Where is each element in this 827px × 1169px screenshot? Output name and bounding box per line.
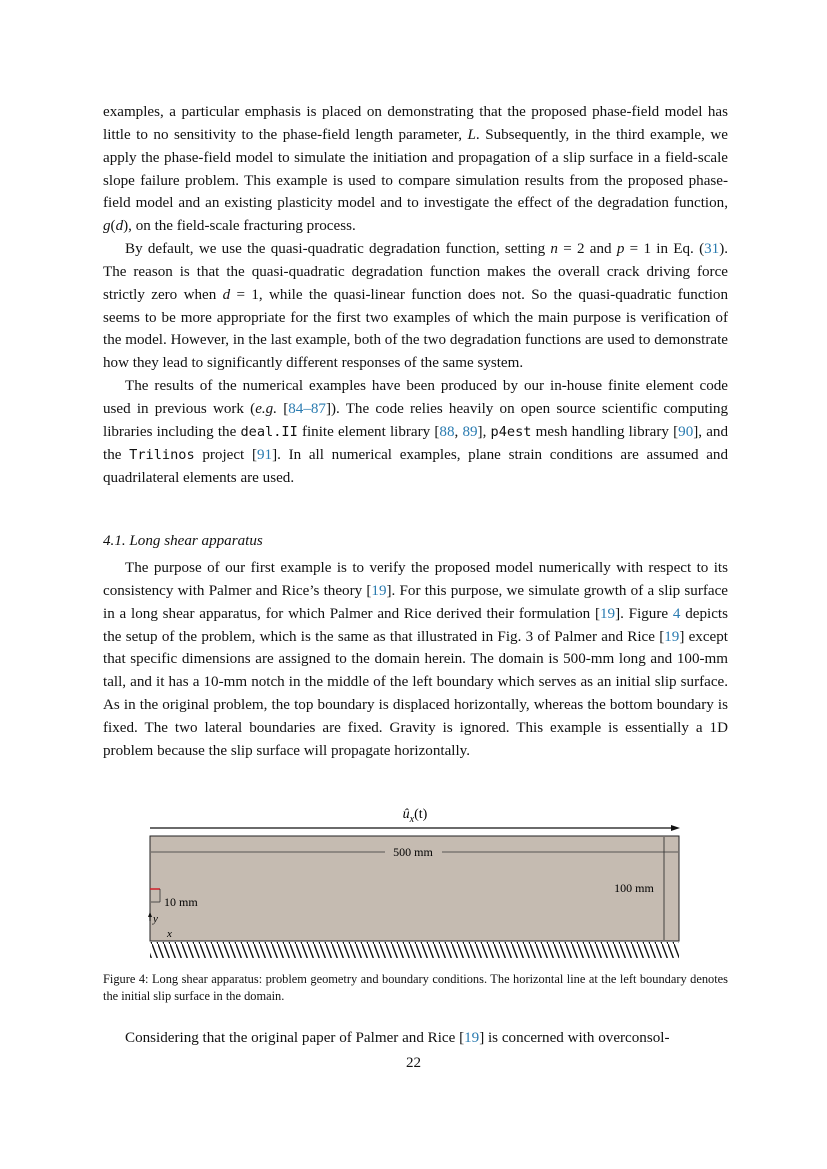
- citation-link[interactable]: 19: [371, 582, 387, 599]
- text-run: ). The reason is that the quasi-quadratic degradation function makes the overall crack driving force strictly zero when: [103, 241, 729, 303]
- fixed-bottom-boundary-hatch: [150, 942, 679, 958]
- y-axis-label: y: [153, 913, 158, 925]
- text-run: d: [222, 286, 231, 303]
- citation-link[interactable]: 84–87: [288, 400, 326, 417]
- text-run: . Subsequently, in the third example, we apply the phase-field model to simulate the initiation and propagation of a slip surface in a field-scale slope failure problem. This example is used to compare simulation results from the proposed phase-field model and an existing plasticity model and to investigate the effect of the degradation function,: [103, 126, 729, 212]
- text-run: ), on the field-scale fracturing process.: [123, 218, 356, 235]
- displacement-label: $û_x(t)$: [402, 807, 428, 825]
- text-run: The results of the numerical examples have been produced by our in-house finite element code used in previous work (: [103, 378, 728, 417]
- text-run: deal.II: [240, 423, 298, 440]
- text-run: ] is concerned with overconsol-: [479, 1030, 670, 1046]
- text-run: mesh handling library [: [531, 423, 679, 440]
- paragraph: [103, 557, 728, 763]
- height-label: 100 mm: [614, 881, 654, 895]
- text-run: d: [115, 218, 124, 235]
- text-run: By default, we use the quasi-quadratic degradation function, setting: [125, 241, 551, 258]
- paragraph: [103, 238, 728, 375]
- text-run: = 1 in Eq. (: [624, 241, 705, 258]
- text-run: ] except that specific dimensions are assigned to the domain herein. The domain is 500-mm long and 100-mm tall, and it has a 10-mm notch in the middle of the left boundary which serves as an initial slip surface. As in the original problem, the top boundary is displaced horizontally, whereas the bottom boundary is fixed. The two lateral boundaries are fixed. Gravity is ignored. This example is essentially a 1D problem because the slip surface will propagate horizontally.: [103, 628, 728, 759]
- text-run: [: [277, 400, 289, 417]
- text-run: = 2 and: [557, 241, 617, 258]
- text-run: g: [103, 218, 111, 235]
- citation-link[interactable]: 31: [704, 241, 720, 258]
- body-text-top: [103, 101, 728, 489]
- citation-link[interactable]: 19: [599, 605, 616, 622]
- text-run: (: [110, 218, 116, 235]
- text-run: depicts the setup of the problem, which is the same as that illustrated in Fig. 3 of Palmer and Rice [: [103, 605, 728, 645]
- x-axis-label: x: [167, 928, 172, 940]
- paragraph: [103, 375, 728, 489]
- body-text-bottom: [103, 1027, 728, 1050]
- citation-link[interactable]: 91: [256, 446, 273, 463]
- text-run: n: [550, 241, 558, 258]
- text-run: Trilinos: [129, 446, 195, 463]
- text-run: Considering that the original paper of Palmer and Rice [: [125, 1030, 465, 1046]
- citation-link[interactable]: 19: [664, 628, 680, 645]
- text-run: ]. In all numerical examples, plane strain conditions are assumed and quadrilateral elements are used.: [103, 446, 728, 486]
- citation-link[interactable]: 19: [464, 1030, 480, 1046]
- figure-4-shear-apparatus: [140, 800, 690, 960]
- text-run: finite element library [: [297, 423, 440, 440]
- text-run: L: [467, 126, 476, 143]
- citation-link[interactable]: 90: [678, 423, 694, 440]
- paragraph: [103, 1027, 728, 1050]
- citation-link[interactable]: 89: [462, 423, 478, 440]
- text-run: ]). The code relies heavily on open source scientific computing libraries including the: [103, 400, 728, 440]
- paragraph: [103, 101, 728, 238]
- text-run: ], and the: [103, 423, 729, 463]
- text-run: examples, a particular emphasis is placed on demonstrating that the proposed phase-field model has little to no sensitivity to the phase-field length parameter,: [103, 104, 728, 143]
- text-run: ,: [454, 423, 463, 440]
- text-run: p4est: [490, 423, 532, 440]
- notch-label: 10 mm: [164, 895, 198, 909]
- text-run: ]. Figure: [615, 605, 673, 622]
- text-run: ]. For this purpose, we simulate growth of a slip surface in a long shear apparatus, for which Palmer and Rice derived their formulation [: [103, 582, 728, 622]
- body-text-section: [103, 557, 728, 763]
- length-label: 500 mm: [393, 845, 433, 859]
- figure-caption: Figure 4: Long shear apparatus: problem geometry and boundary conditions. The horizontal line at the left boundary denotes the initial slip surface in the domain.: [103, 972, 728, 1003]
- text-run: e.g.: [255, 400, 277, 417]
- section-heading: 4.1. Long shear apparatus: [103, 533, 263, 549]
- text-run: ],: [477, 423, 491, 440]
- citation-link[interactable]: 88: [439, 423, 455, 440]
- text-run: p: [616, 241, 625, 258]
- page-number: 22: [405, 1055, 422, 1071]
- text-run: = 1, while the quasi-linear function does not. So the quasi-quadratic function seems to be more appropriate for the first two examples of which the main purpose is verification of the model. However, in the last example, both of the two degradation functions are used to demonstrate how they lead to significantly different responses of the same system.: [103, 286, 728, 372]
- citation-link[interactable]: 4: [672, 605, 681, 622]
- text-run: project [: [194, 446, 257, 463]
- text-run: The purpose of our first example is to verify the proposed model numerically with respect to its consistency with Palmer and Rice’s theory [: [103, 560, 728, 599]
